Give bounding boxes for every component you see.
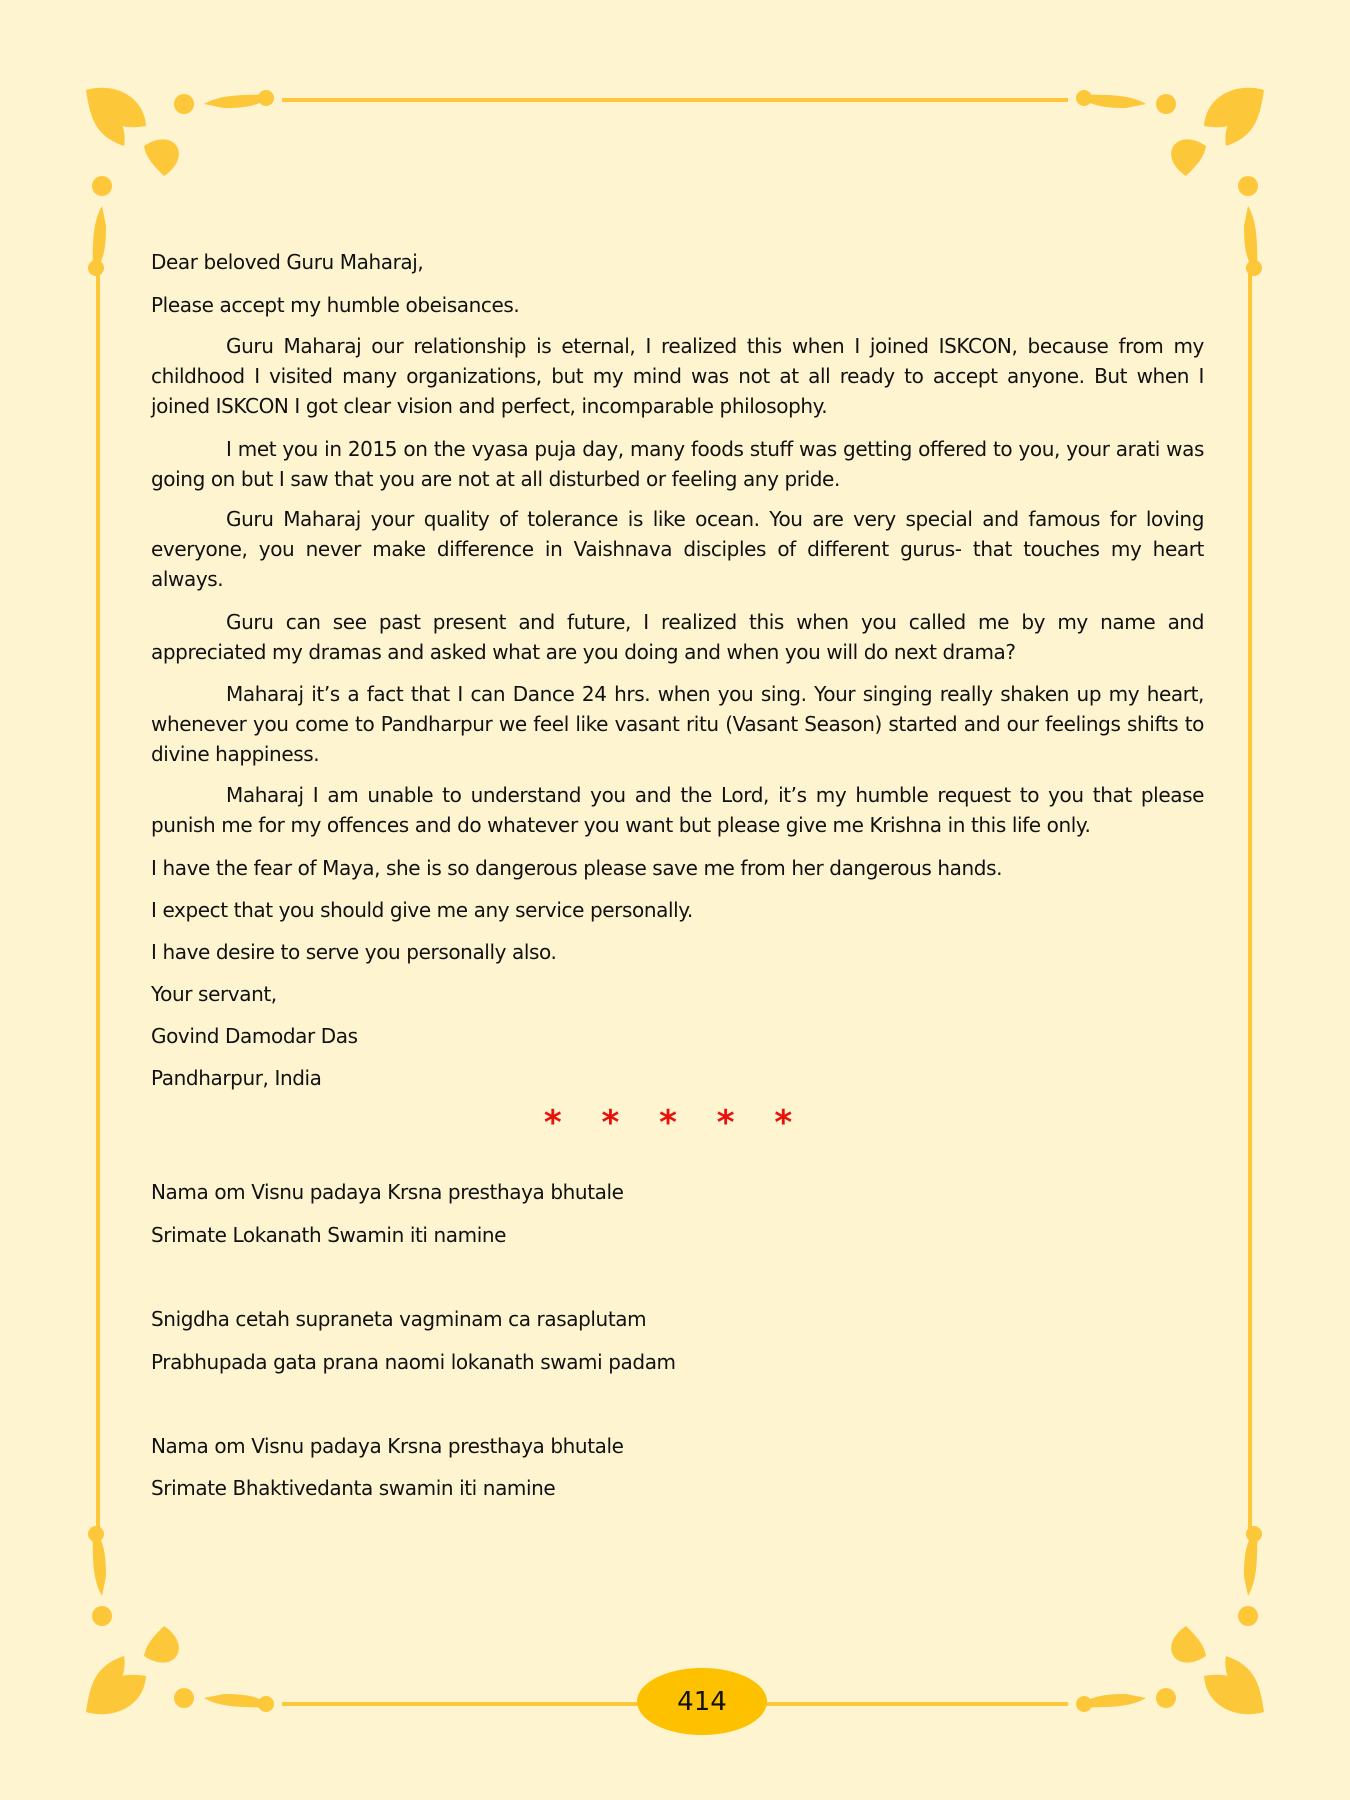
paragraph: I met you in 2015 on the vyasa puja day, many foods stuff was getting offered to you, your arati was going on but I saw that you are not at all disturbed or feeling any pride. <box>151 437 1204 491</box>
border-bottom-left <box>282 1702 638 1706</box>
page-number: 414 <box>677 1686 727 1717</box>
greeting: Please accept my humble obeisances. <box>151 293 520 317</box>
signature: Govind Damodar Das <box>151 1024 358 1048</box>
closing: Your servant, <box>151 982 277 1006</box>
prayer-line: Nama om Visnu padaya Krsna presthaya bhutale <box>151 1180 624 1204</box>
prayer-line: Snigdha cetah supraneta vagminam ca rasaplutam <box>151 1307 647 1331</box>
corner-ornament-icon <box>1076 1526 1266 1716</box>
prayer-line: Srimate Bhaktivedanta swamin iti namine <box>151 1476 556 1500</box>
location: Pandharpur, India <box>151 1066 322 1090</box>
border-left <box>96 272 100 1528</box>
border-bottom-right <box>766 1702 1068 1706</box>
letter-line: I have desire to serve you personally also. <box>151 940 557 964</box>
letter-line: I expect that you should give me any service personally. <box>151 898 693 922</box>
prayer-line: Prabhupada gata prana naomi lokanath swami padam <box>151 1350 676 1374</box>
letter-line: I have the fear of Maya, she is so dangerous please save me from her dangerous hands. <box>151 856 1003 880</box>
paragraph: Guru Maharaj our relationship is eternal, I realized this when I joined ISKCON, because from my childhood I visited many organizations, but my mind was not at all ready to accept anyone. But when I joined ISKCON I got clear vision and perfect, incomparable philosophy. <box>151 334 1204 418</box>
paragraph: Maharaj it’s a fact that I can Dance 24 hrs. when you sing. Your singing really shaken up my heart, whenever you come to Pandharpur we feel like vasant ritu (Vasant Season) started and our feelings shifts to divine happiness. <box>151 682 1204 766</box>
border-top <box>282 98 1068 102</box>
prayer-line: Nama om Visnu padaya Krsna presthaya bhutale <box>151 1434 624 1458</box>
salutation: Dear beloved Guru Maharaj, <box>151 250 424 274</box>
separator-stars: * * * * * <box>543 1103 807 1143</box>
prayer-line: Srimate Lokanath Swamin iti namine <box>151 1223 507 1247</box>
paragraph: Maharaj I am unable to understand you and the Lord, it’s my humble request to you that please punish me for my offences and do whatever you want but please give me Krishna in this life only. <box>151 783 1204 837</box>
page-number-badge <box>637 1668 767 1735</box>
paragraph: Guru can see past present and future, I realized this when you called me by my name and appreciated my dramas and asked what are you doing and when you will do next drama? <box>151 610 1204 664</box>
paragraph: Guru Maharaj your quality of tolerance is like ocean. You are very special and famous for loving everyone, you never make difference in Vaishnava disciples of different gurus- that touches my heart always. <box>151 507 1204 591</box>
border-right <box>1248 272 1252 1528</box>
corner-ornament-icon <box>84 1526 274 1716</box>
